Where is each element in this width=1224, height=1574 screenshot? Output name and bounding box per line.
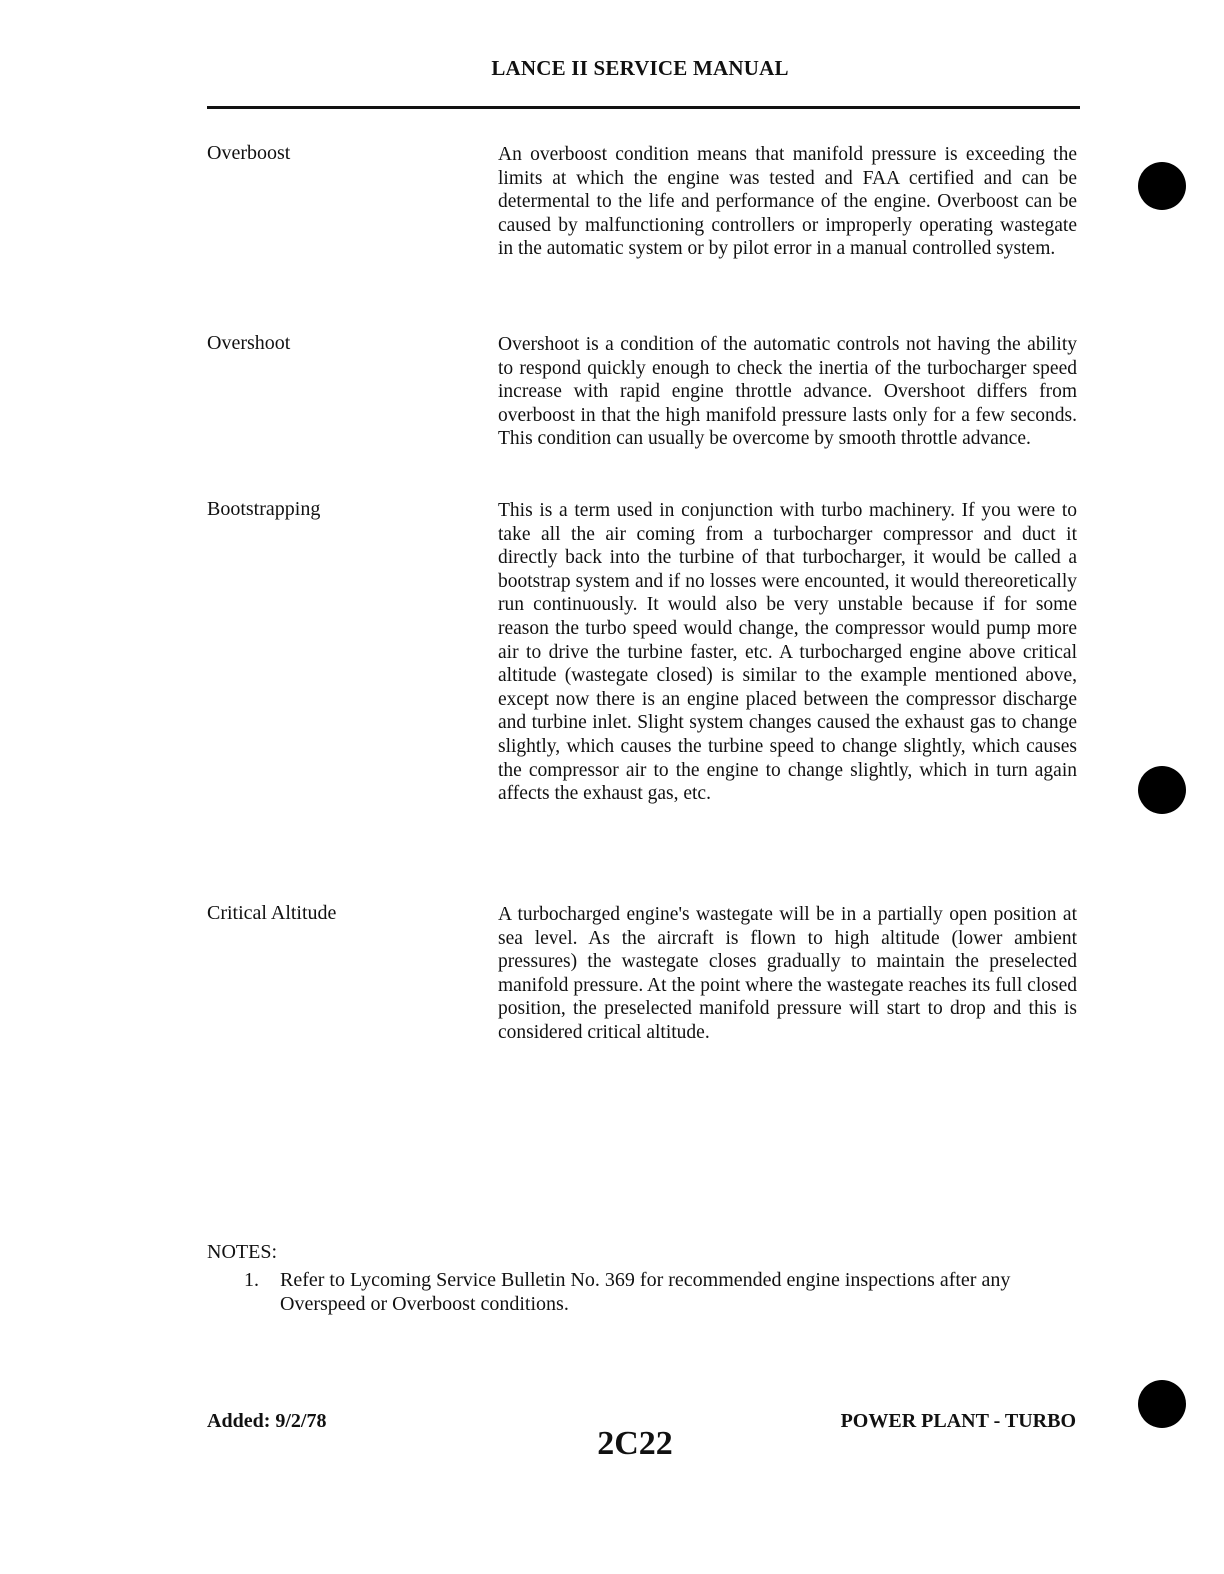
footer-section: POWER PLANT - TURBO [840, 1410, 1076, 1432]
definition-overboost: An overboost condition means that manifold pressure is exceeding the limits at which the engine was tested and FAA certified and can be determental to the life and performance of the engine. Overboost can be caused by malfunctioning controllers or improperly operating wastegate in the automatic system or by pilot error in a manual controlled system. [498, 144, 1077, 260]
footer-page-code: 2C22 [597, 1425, 673, 1462]
definition-overshoot: Overshoot is a condition of the automatic controls not having the ability to respond quickly enough to check the inertia of the turbocharger speed increase with rapid engine throttle advance. Overshoot differs from overboost in that the high manifold pressure lasts only for a few seconds. This condition can usually be overcome by smooth throttle advance. [498, 334, 1077, 450]
binder-hole-top [1138, 162, 1186, 210]
binder-hole-bottom [1138, 1380, 1186, 1428]
footer-added-date: Added: 9/2/78 [207, 1410, 327, 1432]
term-overboost: Overboost [207, 142, 291, 164]
notes-heading: NOTES: [207, 1241, 277, 1263]
definition-bootstrapping: This is a term used in conjunction with turbo machinery. If you were to take all the air coming from a turbocharger compressor and duct it directly back into the turbine of that turbocharger, it would be called a bootstrap system and if no losses were encounted, it would thereoretically run continuously. It would also be very unstable because if for some reason the turbo speed would change, the compressor would pump more air to drive the turbine faster, etc. A turbocharged engine above critical altitude (wastegate closed) is similar to the example mentioned above, except now there is an engine placed between the compressor discharge and turbine inlet. Slight system changes caused the exhaust gas to change slightly, which causes the turbine speed to change slightly, which causes the compressor air to the engine to change slightly, which in turn again affects the exhaust gas, etc. [498, 500, 1077, 805]
page-header-title: LANCE II SERVICE MANUAL [491, 56, 789, 80]
header-rule [207, 106, 1080, 109]
definition-critical-altitude: A turbocharged engine's wastegate will be in a partially open position at sea level. As the aircraft is flown to high altitude (lower ambient pressures) the wastegate closes gradually to maintain the preselected manifold pressure. At the point where the wastegate reaches its full closed position, the preselected manifold pressure will start to drop and this is considered critical altitude. [498, 904, 1077, 1043]
note-number: 1. [244, 1269, 259, 1291]
term-critical-altitude: Critical Altitude [207, 902, 337, 924]
term-overshoot: Overshoot [207, 332, 291, 354]
note-item [244, 1268, 1078, 1316]
note-text: Refer to Lycoming Service Bulletin No. 369 for recommended engine inspections after any Overspeed or Overboost conditions. [280, 1269, 1011, 1315]
term-bootstrapping: Bootstrapping [207, 498, 321, 520]
binder-hole-middle [1138, 766, 1186, 814]
